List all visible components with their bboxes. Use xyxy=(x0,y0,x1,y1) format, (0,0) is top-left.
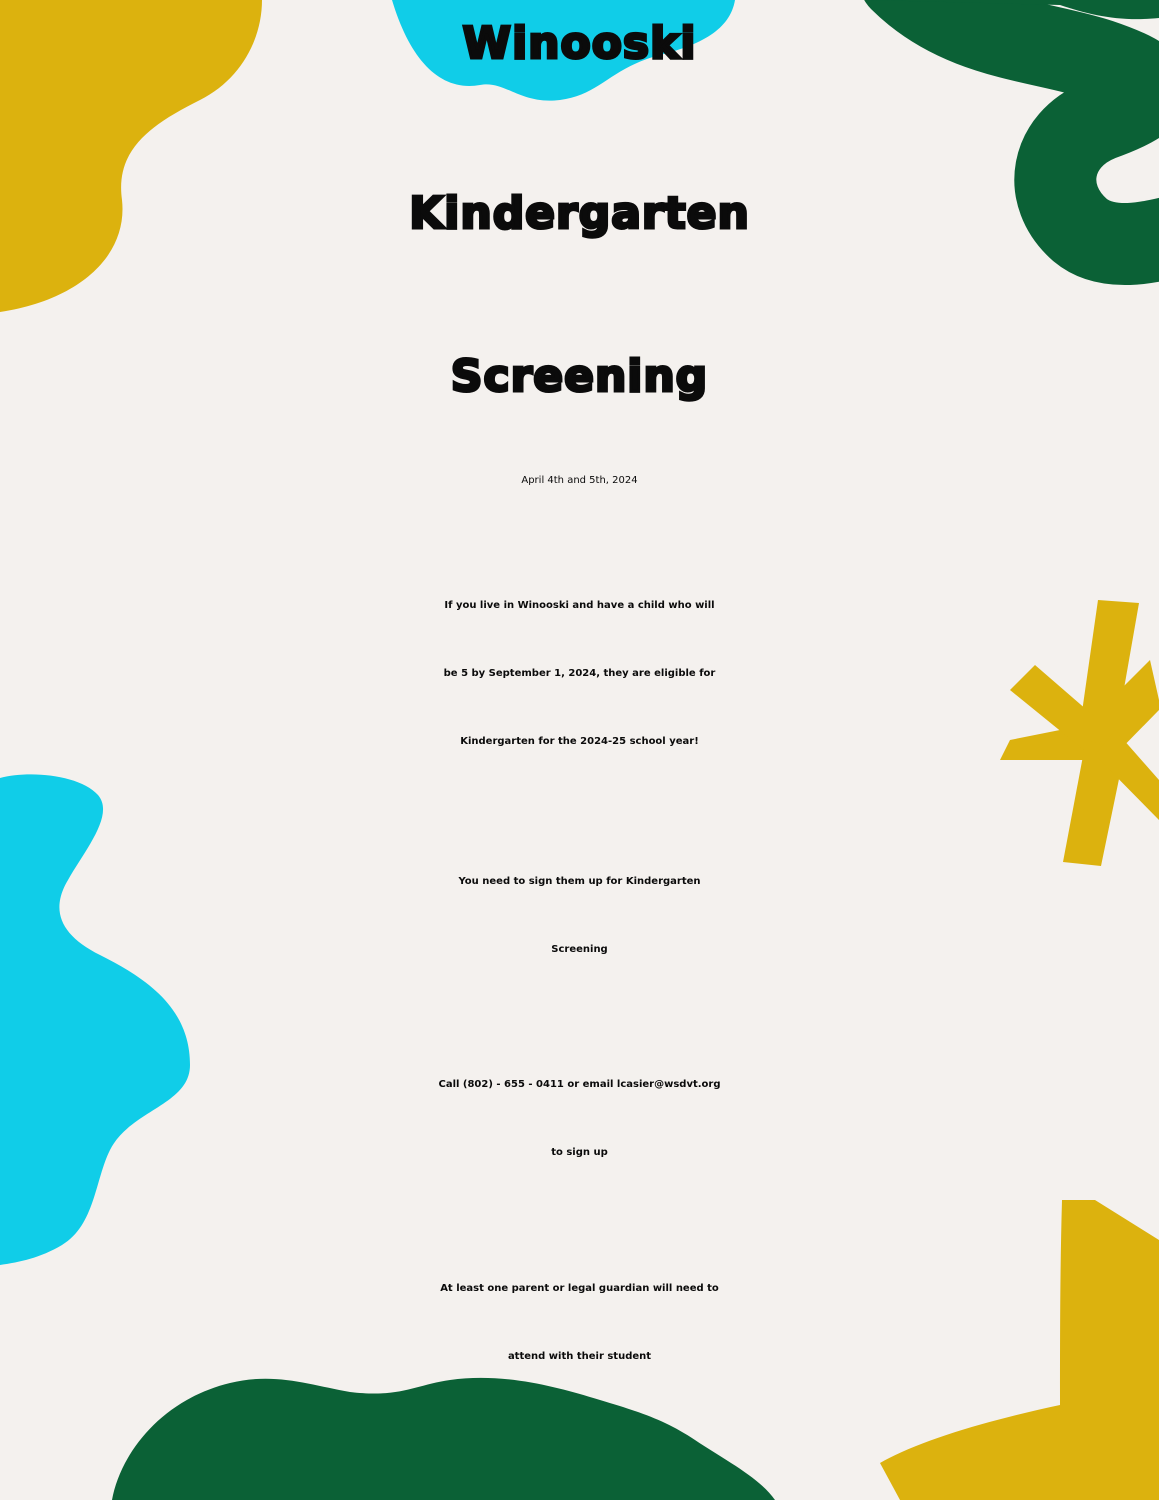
guardian-attendance-paragraph xyxy=(0,1255,1159,1391)
eligibility-paragraph xyxy=(0,572,1159,776)
text-line: to sign up xyxy=(551,1147,608,1158)
text-line: Call (802) - 655 - 0411 or email lcasier@wsdvt.org xyxy=(438,1079,721,1090)
event-dates: April 4th and 5th, 2024 xyxy=(521,475,638,486)
text-line: be 5 by September 1, 2024, they are eligible for xyxy=(443,668,716,679)
text-line: If you live in Winooski and have a child who will xyxy=(444,600,715,611)
title-line-2: Kindergarten xyxy=(409,188,750,239)
signup-requirement-paragraph xyxy=(0,848,1159,984)
title-line-3: Screening xyxy=(450,351,709,402)
contact-paragraph xyxy=(0,1051,1159,1187)
text-line: attend with their student xyxy=(507,1351,652,1362)
text-line: At least one parent or legal guardian will need to xyxy=(440,1283,719,1294)
text-line: You need to sign them up for Kindergarten xyxy=(458,876,701,887)
title-line-1: Winooski xyxy=(462,18,697,69)
green-blob-bottom xyxy=(112,1378,775,1500)
text-line: Screening xyxy=(551,944,608,955)
text-line: Kindergarten for the 2024-25 school year! xyxy=(460,736,699,747)
